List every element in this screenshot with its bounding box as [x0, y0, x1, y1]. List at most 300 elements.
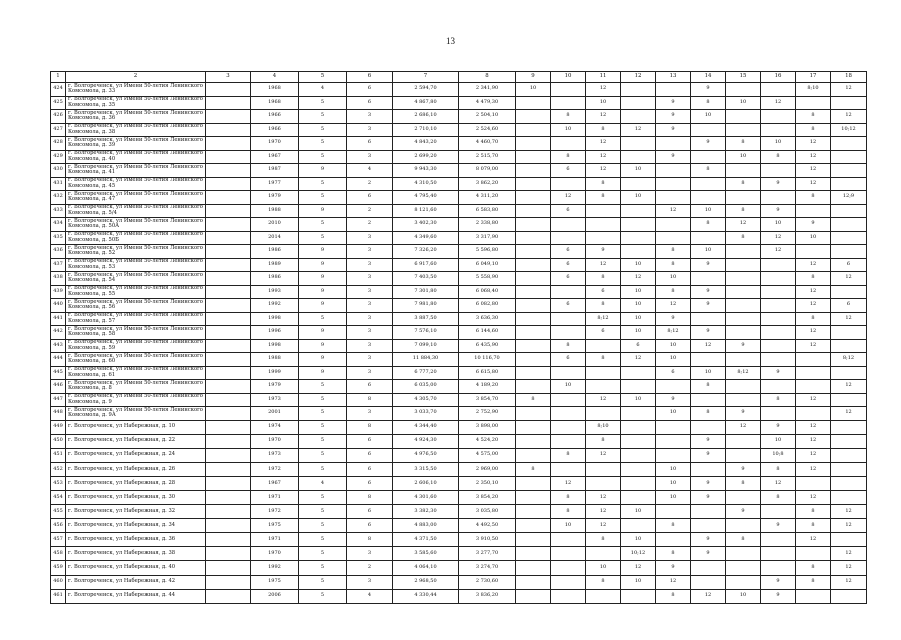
- table-cell: 5: [299, 589, 347, 603]
- table-cell: [206, 177, 251, 191]
- table-cell: 12: [551, 476, 586, 490]
- table-cell: 4 795,40: [393, 191, 459, 205]
- housing-table: [50, 71, 867, 604]
- table-cell: 9: [761, 575, 796, 589]
- table-cell: 9: [586, 245, 621, 259]
- table-cell: [516, 272, 551, 286]
- table-cell: 9: [761, 420, 796, 434]
- table-cell: [656, 434, 691, 448]
- row-number: 451: [51, 448, 66, 462]
- table-row: [51, 589, 867, 603]
- address-cell: г. Волгореченск, ул Набережная, д. 30: [66, 490, 206, 504]
- table-cell: 8: [796, 561, 831, 575]
- table-cell: [551, 547, 586, 561]
- table-cell: 10: [621, 191, 656, 205]
- table-cell: [691, 231, 726, 245]
- table-cell: 8: [796, 312, 831, 326]
- table-cell: 1971: [251, 490, 299, 504]
- table-cell: [691, 123, 726, 137]
- table-row: [51, 231, 867, 245]
- table-cell: 3: [347, 150, 393, 164]
- row-number: 448: [51, 407, 66, 421]
- table-cell: [621, 434, 656, 448]
- table-cell: 6: [347, 96, 393, 110]
- table-cell: 12: [586, 258, 621, 272]
- table-cell: 12: [831, 505, 867, 519]
- table-cell: 3: [347, 547, 393, 561]
- table-cell: [656, 420, 691, 434]
- table-cell: [551, 589, 586, 603]
- table-cell: 6: [831, 299, 867, 313]
- table-cell: [586, 366, 621, 380]
- table-cell: [726, 123, 761, 137]
- row-number: 442: [51, 326, 66, 340]
- table-cell: 10: [516, 83, 551, 97]
- column-header: 2: [66, 72, 206, 83]
- table-cell: 9: [299, 164, 347, 178]
- table-cell: [761, 312, 796, 326]
- address-cell: г. Волгореченск, ул Имени 50-летия Ленинского Комсомола, д. 45: [66, 177, 206, 191]
- address-cell: г. Волгореченск, ул Имени 50-летия Ленинского Комсомола, д. 59: [66, 339, 206, 353]
- table-cell: 9: [691, 326, 726, 340]
- table-cell: 1970: [251, 434, 299, 448]
- table-row: [51, 177, 867, 191]
- table-cell: 12: [621, 353, 656, 367]
- table-cell: [551, 177, 586, 191]
- table-cell: 9: [299, 326, 347, 340]
- table-row: [51, 326, 867, 340]
- table-cell: 12: [691, 589, 726, 603]
- table-cell: [656, 533, 691, 547]
- row-number: 438: [51, 272, 66, 286]
- table-cell: 10: [691, 366, 726, 380]
- table-cell: [586, 547, 621, 561]
- address-cell: г. Волгореченск, ул Имени 50-летия Ленинского Комсомола, д. 50А: [66, 218, 206, 232]
- row-number: 440: [51, 299, 66, 313]
- table-cell: 3 277,70: [459, 547, 516, 561]
- table-cell: 8 079,00: [459, 164, 516, 178]
- table-cell: [726, 561, 761, 575]
- table-cell: 8: [796, 505, 831, 519]
- column-header: 5: [299, 72, 347, 83]
- table-cell: 6 583,80: [459, 204, 516, 218]
- table-cell: 8: [516, 393, 551, 407]
- table-cell: [551, 83, 586, 97]
- table-row: [51, 420, 867, 434]
- table-cell: [726, 353, 761, 367]
- table-cell: 3: [347, 326, 393, 340]
- table-cell: 1973: [251, 448, 299, 462]
- table-cell: 10: [726, 96, 761, 110]
- table-cell: [586, 407, 621, 421]
- table-cell: 10;12: [831, 123, 867, 137]
- table-cell: 4 843,20: [393, 137, 459, 151]
- table-cell: 12: [586, 490, 621, 504]
- table-cell: [621, 380, 656, 394]
- table-cell: [516, 448, 551, 462]
- address-cell: г. Волгореченск, ул Набережная, д. 40: [66, 561, 206, 575]
- table-cell: [586, 218, 621, 232]
- column-header: 18: [831, 72, 867, 83]
- table-cell: 8: [656, 519, 691, 533]
- table-cell: [656, 380, 691, 394]
- table-row: [51, 380, 867, 394]
- table-cell: 9: [656, 110, 691, 124]
- table-cell: 12: [796, 285, 831, 299]
- row-number: 429: [51, 150, 66, 164]
- table-cell: [551, 285, 586, 299]
- table-row: [51, 533, 867, 547]
- table-row: [51, 448, 867, 462]
- table-cell: [516, 407, 551, 421]
- table-cell: 8: [586, 575, 621, 589]
- table-row: [51, 505, 867, 519]
- table-cell: 2 969,00: [459, 462, 516, 476]
- table-cell: [621, 150, 656, 164]
- row-number: 432: [51, 191, 66, 205]
- table-cell: [726, 272, 761, 286]
- table-cell: 8: [551, 339, 586, 353]
- table-cell: 4 371,50: [393, 533, 459, 547]
- table-cell: 8: [761, 490, 796, 504]
- address-cell: г. Волгореченск, ул Набережная, д. 34: [66, 519, 206, 533]
- table-cell: [621, 245, 656, 259]
- table-cell: [796, 476, 831, 490]
- table-cell: 4: [347, 164, 393, 178]
- table-cell: [206, 476, 251, 490]
- table-cell: [551, 96, 586, 110]
- table-cell: 6 082,80: [459, 299, 516, 313]
- table-cell: [621, 589, 656, 603]
- table-cell: 12: [656, 204, 691, 218]
- table-cell: [831, 150, 867, 164]
- table-cell: 9: [691, 448, 726, 462]
- table-cell: 8: [691, 96, 726, 110]
- table-row: [51, 490, 867, 504]
- table-cell: [206, 434, 251, 448]
- table-cell: 3: [347, 231, 393, 245]
- table-cell: [761, 505, 796, 519]
- table-cell: 6: [831, 258, 867, 272]
- table-cell: [551, 326, 586, 340]
- table-cell: 8: [551, 490, 586, 504]
- table-cell: [516, 110, 551, 124]
- table-cell: [831, 245, 867, 259]
- column-header: 11: [586, 72, 621, 83]
- table-cell: [586, 231, 621, 245]
- table-cell: [206, 490, 251, 504]
- table-cell: 9: [656, 123, 691, 137]
- table-cell: [761, 547, 796, 561]
- table-cell: 4 310,50: [393, 177, 459, 191]
- table-cell: [761, 285, 796, 299]
- table-cell: [831, 589, 867, 603]
- table-cell: [206, 96, 251, 110]
- table-cell: 4 479,30: [459, 96, 516, 110]
- table-cell: 10: [621, 312, 656, 326]
- address-cell: г. Волгореченск, ул Набережная, д. 26: [66, 462, 206, 476]
- row-number: 426: [51, 110, 66, 124]
- table-cell: [831, 285, 867, 299]
- table-cell: [206, 561, 251, 575]
- table-cell: 12: [586, 505, 621, 519]
- table-row: [51, 575, 867, 589]
- column-header: 1: [51, 72, 66, 83]
- address-cell: г. Волгореченск, ул Имени 50-летия Ленинского Комсомола, д. 54: [66, 272, 206, 286]
- table-cell: 1989: [251, 258, 299, 272]
- table-cell: 12: [761, 245, 796, 259]
- table-cell: 6 035,00: [393, 380, 459, 394]
- table-cell: 5: [299, 137, 347, 151]
- table-cell: [516, 245, 551, 259]
- row-number: 453: [51, 476, 66, 490]
- table-cell: [621, 137, 656, 151]
- table-cell: [516, 285, 551, 299]
- table-cell: [516, 312, 551, 326]
- table-cell: [656, 218, 691, 232]
- table-cell: 10: [656, 339, 691, 353]
- table-cell: [831, 393, 867, 407]
- table-cell: [206, 353, 251, 367]
- table-cell: [621, 83, 656, 97]
- table-cell: [206, 519, 251, 533]
- table-cell: 2 515,70: [459, 150, 516, 164]
- table-cell: 2: [347, 561, 393, 575]
- address-cell: г. Волгореченск, ул Имени 50-летия Ленинского Комсомола, д. 60: [66, 353, 206, 367]
- table-cell: [796, 366, 831, 380]
- table-cell: [621, 366, 656, 380]
- table-cell: 12: [656, 575, 691, 589]
- table-cell: 1966: [251, 110, 299, 124]
- address-cell: г. Волгореченск, ул Имени 50-летия Ленинского Комсомола, д. 47: [66, 191, 206, 205]
- row-number: 456: [51, 519, 66, 533]
- table-cell: [761, 533, 796, 547]
- table-cell: 8: [726, 177, 761, 191]
- table-cell: 8: [761, 462, 796, 476]
- table-cell: 5: [299, 393, 347, 407]
- table-cell: 8: [516, 462, 551, 476]
- table-cell: [796, 380, 831, 394]
- table-cell: 2 606,10: [393, 476, 459, 490]
- table-cell: 12: [796, 339, 831, 353]
- table-row: [51, 476, 867, 490]
- table-cell: [206, 272, 251, 286]
- table-cell: 2: [347, 177, 393, 191]
- table-cell: 8: [726, 204, 761, 218]
- table-cell: 8;10: [586, 420, 621, 434]
- table-cell: [831, 462, 867, 476]
- table-cell: 10: [621, 164, 656, 178]
- table-cell: 9: [691, 299, 726, 313]
- row-number: 450: [51, 434, 66, 448]
- table-cell: 8: [726, 533, 761, 547]
- table-cell: 5: [299, 218, 347, 232]
- table-cell: [656, 231, 691, 245]
- table-cell: 9: [761, 589, 796, 603]
- table-cell: [761, 561, 796, 575]
- table-cell: 3: [347, 312, 393, 326]
- row-number: 430: [51, 164, 66, 178]
- table-cell: 3: [347, 353, 393, 367]
- table-cell: 1987: [251, 164, 299, 178]
- table-cell: [796, 204, 831, 218]
- row-number: 461: [51, 589, 66, 603]
- table-cell: 12: [831, 547, 867, 561]
- table-cell: 1968: [251, 83, 299, 97]
- table-cell: [516, 380, 551, 394]
- table-cell: 8: [761, 150, 796, 164]
- table-cell: 9: [299, 258, 347, 272]
- table-cell: 12: [796, 448, 831, 462]
- table-cell: 8: [347, 533, 393, 547]
- table-cell: 1999: [251, 366, 299, 380]
- table-cell: [206, 505, 251, 519]
- table-cell: [516, 150, 551, 164]
- table-cell: 4 344,40: [393, 420, 459, 434]
- table-cell: 12: [761, 96, 796, 110]
- table-cell: [516, 137, 551, 151]
- table-cell: 1993: [251, 285, 299, 299]
- table-cell: [656, 177, 691, 191]
- table-cell: [691, 462, 726, 476]
- table-cell: [206, 123, 251, 137]
- row-number: 444: [51, 353, 66, 367]
- table-cell: 4 924,30: [393, 434, 459, 448]
- table-cell: 6: [551, 258, 586, 272]
- table-cell: 8: [796, 519, 831, 533]
- row-number: 455: [51, 505, 66, 519]
- table-cell: [831, 476, 867, 490]
- address-cell: г. Волгореченск, ул Имени 50-летия Ленинского Комсомола, д. 58: [66, 326, 206, 340]
- table-cell: 3: [347, 575, 393, 589]
- table-cell: 9: [726, 407, 761, 421]
- table-row: [51, 204, 867, 218]
- address-cell: г. Волгореченск, ул Набережная, д. 32: [66, 505, 206, 519]
- table-cell: [726, 299, 761, 313]
- column-header: 6: [347, 72, 393, 83]
- table-cell: [551, 434, 586, 448]
- table-cell: 3: [347, 123, 393, 137]
- table-row: [51, 258, 867, 272]
- table-cell: 3 317,90: [459, 231, 516, 245]
- table-cell: 12: [586, 137, 621, 151]
- table-cell: 8: [586, 177, 621, 191]
- table-cell: 4 189,20: [459, 380, 516, 394]
- table-cell: 6: [347, 137, 393, 151]
- table-cell: 12: [796, 326, 831, 340]
- table-cell: [516, 123, 551, 137]
- table-cell: [726, 547, 761, 561]
- table-cell: [761, 339, 796, 353]
- address-cell: г. Волгореченск, ул Имени 50-летия Ленинского Комсомола, д. 40: [66, 150, 206, 164]
- table-cell: 8;12: [586, 312, 621, 326]
- address-cell: г. Волгореченск, ул Имени 50-летия Ленинского Комсомола, д. 38: [66, 123, 206, 137]
- column-header: 16: [761, 72, 796, 83]
- table-cell: [206, 218, 251, 232]
- table-cell: 10;12: [621, 547, 656, 561]
- table-cell: 12: [831, 83, 867, 97]
- table-cell: 3: [347, 272, 393, 286]
- row-number: 443: [51, 339, 66, 353]
- table-cell: 3 382,30: [393, 505, 459, 519]
- table-cell: [726, 312, 761, 326]
- table-cell: [206, 231, 251, 245]
- table-cell: [691, 150, 726, 164]
- table-row: [51, 137, 867, 151]
- table-cell: 1973: [251, 393, 299, 407]
- table-cell: 6 049,10: [459, 258, 516, 272]
- table-cell: 12: [796, 393, 831, 407]
- table-cell: [586, 380, 621, 394]
- table-cell: [206, 393, 251, 407]
- table-cell: 2 524,60: [459, 123, 516, 137]
- address-cell: г. Волгореченск, ул Набережная, д. 28: [66, 476, 206, 490]
- table-cell: [516, 218, 551, 232]
- table-cell: 5: [299, 177, 347, 191]
- table-row: [51, 191, 867, 205]
- table-cell: 12: [621, 123, 656, 137]
- table-cell: 10: [621, 299, 656, 313]
- row-number: 452: [51, 462, 66, 476]
- table-cell: 10: [656, 490, 691, 504]
- table-cell: 12: [796, 490, 831, 504]
- table-cell: 5: [299, 434, 347, 448]
- table-cell: 8;12: [726, 366, 761, 380]
- row-number: 437: [51, 258, 66, 272]
- address-cell: г. Волгореченск, ул Имени 50-летия Ленинского Комсомола, д. 41: [66, 164, 206, 178]
- table-cell: 12: [726, 420, 761, 434]
- table-cell: [621, 96, 656, 110]
- table-cell: [621, 177, 656, 191]
- table-cell: [726, 393, 761, 407]
- table-row: [51, 462, 867, 476]
- table-cell: 6: [347, 83, 393, 97]
- row-number: 445: [51, 366, 66, 380]
- table-cell: [516, 258, 551, 272]
- table-cell: [691, 312, 726, 326]
- table-cell: 4 301,60: [393, 490, 459, 504]
- table-cell: [796, 245, 831, 259]
- table-cell: 9: [691, 285, 726, 299]
- table-cell: [691, 353, 726, 367]
- table-cell: 10: [761, 218, 796, 232]
- table-cell: [551, 366, 586, 380]
- address-cell: г. Волгореченск, ул Набережная, д. 22: [66, 434, 206, 448]
- address-cell: г. Волгореченск, ул Имени 50-летия Ленинского Комсомола, д. 57: [66, 312, 206, 326]
- table-cell: 8: [761, 393, 796, 407]
- table-cell: 3 035,80: [459, 505, 516, 519]
- table-cell: 1972: [251, 505, 299, 519]
- table-cell: [656, 164, 691, 178]
- table-cell: [551, 561, 586, 575]
- table-cell: [516, 561, 551, 575]
- address-cell: г. Волгореченск, ул Имени 50-летия Ленинского Комсомола, д. 9А: [66, 407, 206, 421]
- table-cell: 5 558,90: [459, 272, 516, 286]
- table-cell: 2 730,60: [459, 575, 516, 589]
- column-header: 14: [691, 72, 726, 83]
- column-header: 10: [551, 72, 586, 83]
- table-cell: 9: [656, 150, 691, 164]
- table-cell: 8: [691, 218, 726, 232]
- table-cell: [516, 191, 551, 205]
- table-cell: 9: [761, 204, 796, 218]
- table-row: [51, 366, 867, 380]
- table-cell: 2 504,10: [459, 110, 516, 124]
- table-cell: [516, 299, 551, 313]
- table-cell: 9: [299, 204, 347, 218]
- table-row: [51, 393, 867, 407]
- table-cell: 8: [551, 110, 586, 124]
